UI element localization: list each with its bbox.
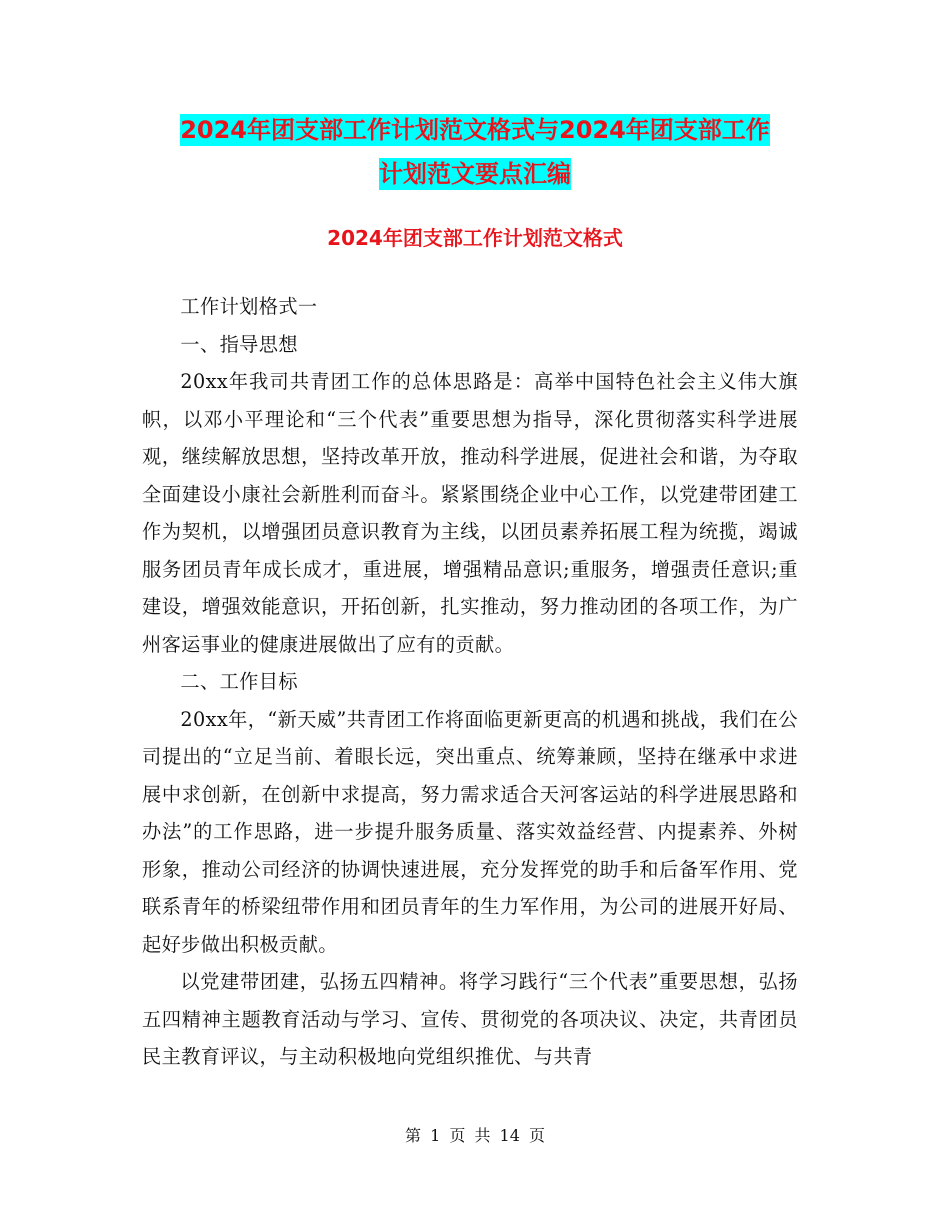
document-title-line2 xyxy=(140,147,810,201)
paragraph: 以党建带团建，弘扬五四精神。将学习践行“三个代表”重要思想，弘扬五四精神主题教育活动与学习、宣传、贯彻党的各项决议、决定，共青团员民主教育评议，与主动积极地向党组织推优、与共青 xyxy=(142,970,798,1068)
highlighted-title-text: 2024年团支部工作计划范文格式与2024年团支部工作 xyxy=(180,116,770,144)
paragraph: 二、工作目标 xyxy=(180,670,298,693)
paragraph: 一、指导思想 xyxy=(180,332,298,356)
section-title: 2024年团支部工作计划范文格式 xyxy=(327,226,623,250)
highlighted-title-text: 计划范文要点汇编 xyxy=(379,160,571,188)
paragraph: 工作计划格式一 xyxy=(180,295,318,318)
document-body xyxy=(142,288,798,1076)
paragraph: 20xx年，“新天威”共青团工作将面临更新更高的机遇和挑战，我们在公司提出的“立足当前、着眼长远，突出重点、统筹兼顾，坚持在继承中求进展中求创新，在创新中求提高，努力需求适合天河客运站的科学进展思路和办法”的工作思路，进一步提升服务质量、落实效益经营、内提素养、外树形象，推动公司经济的协调快速进展，充分发挥党的助手和后备军作用、党联系青年的桥梁纽带作用和团员青年的生力军作用，为公司的进展开好局、起好步做出积极贡献。 xyxy=(142,707,798,956)
paragraph: 20xx年我司共青团工作的总体思路是：高举中国特色社会主义伟大旗帜，以邓小平理论和“三个代表”重要思想为指导，深化贯彻落实科学进展观，继续解放思想，坚持改革开放，推动科学进展，促进社会和谐，为夺取全面建设小康社会新胜利而奋斗。紧紧围绕企业中心工作，以党建带团建工作为契机，以增强团员意识教育为主线，以团员素养拓展工程为统揽，竭诚服务团员青年成长成才，重进展，增强精品意识;重服务，增强责任意识;重建设，增强效能意识，开拓创新，扎实推动，努力推动团的各项工作，为广州客运事业的健康进展做出了应有的贡献。 xyxy=(142,370,798,656)
page-footer: 第 1 页 共 14 页 xyxy=(405,1126,545,1145)
